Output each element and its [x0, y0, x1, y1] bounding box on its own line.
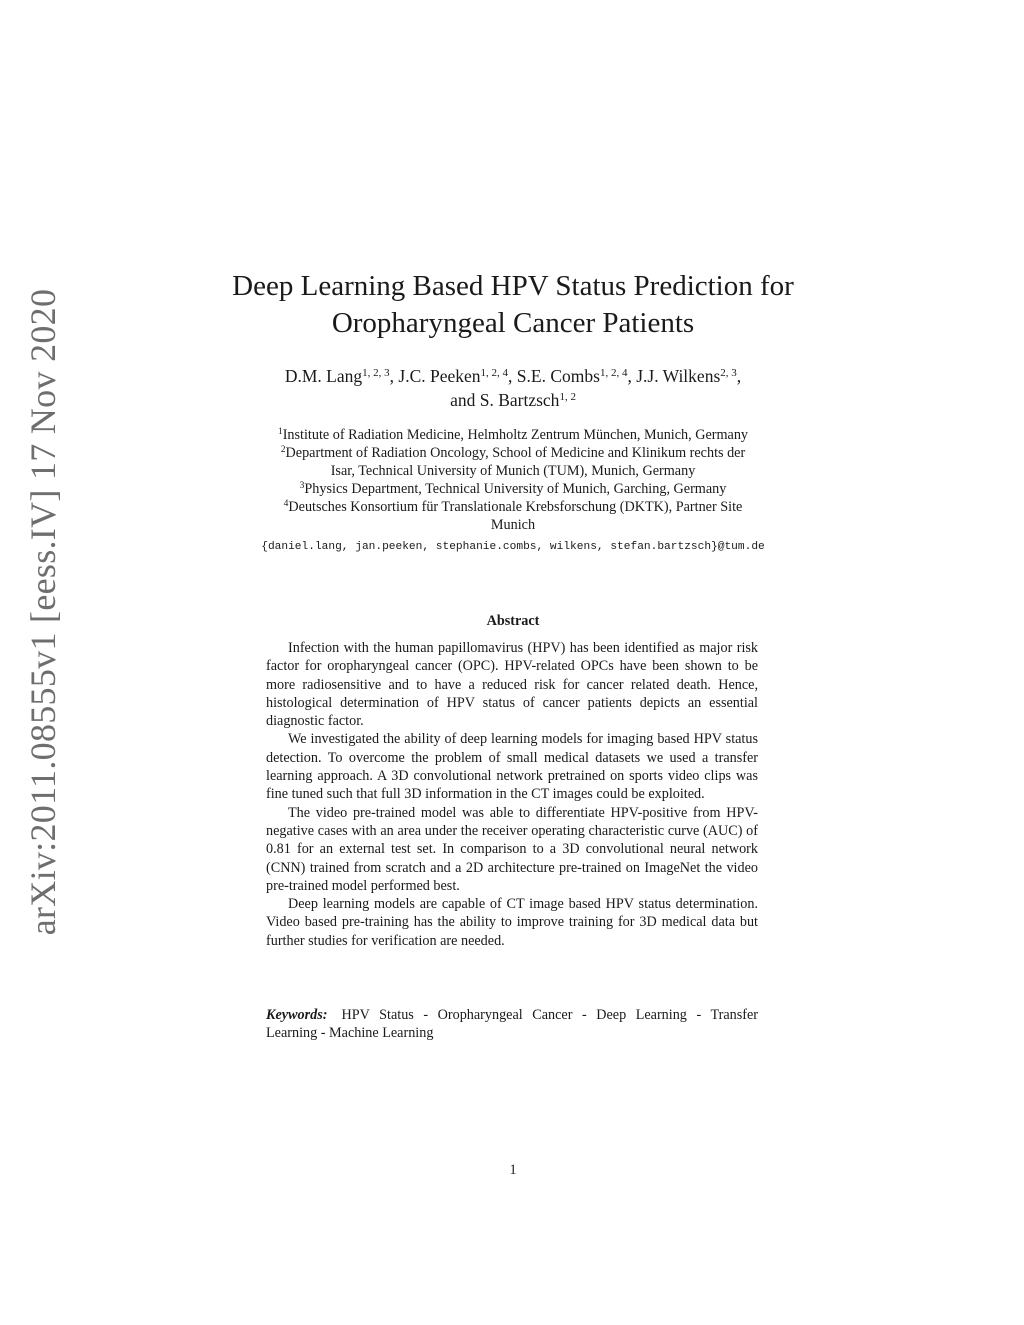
keywords-text: HPV Status - Oropharyngeal Cancer - Deep Learning - Transfer Learning - Machine Learning [266, 1007, 758, 1042]
keywords-block [266, 1006, 758, 1043]
author-line-1: D.M. Lang$^{1, 2, 3}$, J.C. Peeken$^{1, 2, 4}$, S.E. Combs$^{1, 2, 4}$, J.J. Wilkens$^{2, 3}$, [284, 366, 742, 386]
affiliation-1 [224, 426, 802, 444]
author-emails: {daniel.lang, jan.peeken, stephanie.combs, wilkens, stefan.bartzsch}@tum.de [261, 541, 765, 553]
abstract-heading: Abstract [486, 613, 540, 629]
affiliation-text: Department of Radiation Oncology, School of Medicine and Klinikum rechts der [285, 445, 746, 461]
author-name: J.C. Peeken [398, 366, 481, 386]
abstract-paragraph: Infection with the human papillomavirus (HPV) has been identified as major risk factor for oropharyngeal cancer (OPC). HPV-related OPCs have been shown to be more radiosensitive and to have a reduced risk for cancer related death. Hence, histological determination of HPV status of cancer patients depicts an essential diagnostic factor. [266, 640, 758, 730]
page-number: 1 [509, 1162, 517, 1178]
author-connector: and [450, 390, 476, 410]
affiliation-list [224, 426, 802, 534]
paper-title [230, 268, 796, 342]
author-affiliation-marks: 1, 2, 4 [480, 367, 509, 379]
author-name: S. Bartzsch [479, 390, 560, 410]
author-affiliation-marks: 1, 2 [559, 391, 576, 403]
affiliation-text: Physics Department, Technical University of Munich, Garching, Germany [304, 481, 727, 497]
author-list [230, 364, 796, 412]
author-affiliation-marks: 1, 2, 3 [362, 367, 390, 379]
abstract-body [266, 639, 758, 950]
abstract-paragraph: We investigated the ability of deep learning models for imaging based HPV status detection. To overcome the problem of small medical datasets we used a transfer learning approach. A 3D convolutional network pretrained on sports video clips was fine tuned such that full 3D information in the CT images could be exploited. [266, 731, 758, 803]
author-line-2 [230, 388, 796, 412]
affiliation-2 [224, 444, 802, 462]
author-affiliation-marks: 2, 3 [720, 367, 737, 379]
title-line-1: Deep Learning Based HPV Status Prediction for [232, 270, 794, 302]
affiliation-text: Institute of Radiation Medicine, Helmholtz Zentrum München, Munich, Germany [282, 427, 749, 443]
affiliation-number: 1 [277, 427, 283, 437]
author-affiliation-marks: 1, 2, 4 [599, 367, 628, 379]
author-name: J.J. Wilkens [636, 366, 721, 386]
author-name: S.E. Combs [516, 366, 600, 386]
title-line-2: Oropharyngeal Cancer Patients [331, 307, 695, 339]
keywords-label: Keywords: [266, 1007, 328, 1023]
affiliation-text: Deutsches Konsortium für Translationale Krebsforschung (DKTK), Partner Site [288, 499, 743, 515]
affiliation-number: 3 [299, 481, 305, 491]
affiliation-4-continued: Munich [490, 517, 536, 533]
author-name: D.M. Lang [284, 366, 363, 386]
arxiv-identifier: arXiv:2011.08555v1 [eess.IV] 17 Nov 2020 [23, 288, 63, 936]
affiliation-number: 2 [280, 445, 286, 455]
affiliation-4 [224, 498, 802, 516]
abstract-paragraph: The video pre-trained model was able to differentiate HPV-positive from HPV-negative cases with an area under the receiver operating characteristic curve (AUC) of 0.81 for an external test set. In comparison to a 3D convolutional neural network (CNN) trained from scratch and a 2D architecture pre-trained on ImageNet the video pre-trained model performed best. [266, 804, 758, 894]
affiliation-number: 4 [283, 499, 289, 509]
abstract-paragraph: Deep learning models are capable of CT image based HPV status determination. Video based pre-training has the ability to improve training for 3D medical data but further studies for verification are needed. [266, 896, 758, 949]
affiliation-3 [224, 480, 802, 498]
affiliation-2-continued: Isar, Technical University of Munich (TUM), Munich, Germany [330, 463, 696, 479]
arxiv-stamp [0, 0, 90, 1325]
